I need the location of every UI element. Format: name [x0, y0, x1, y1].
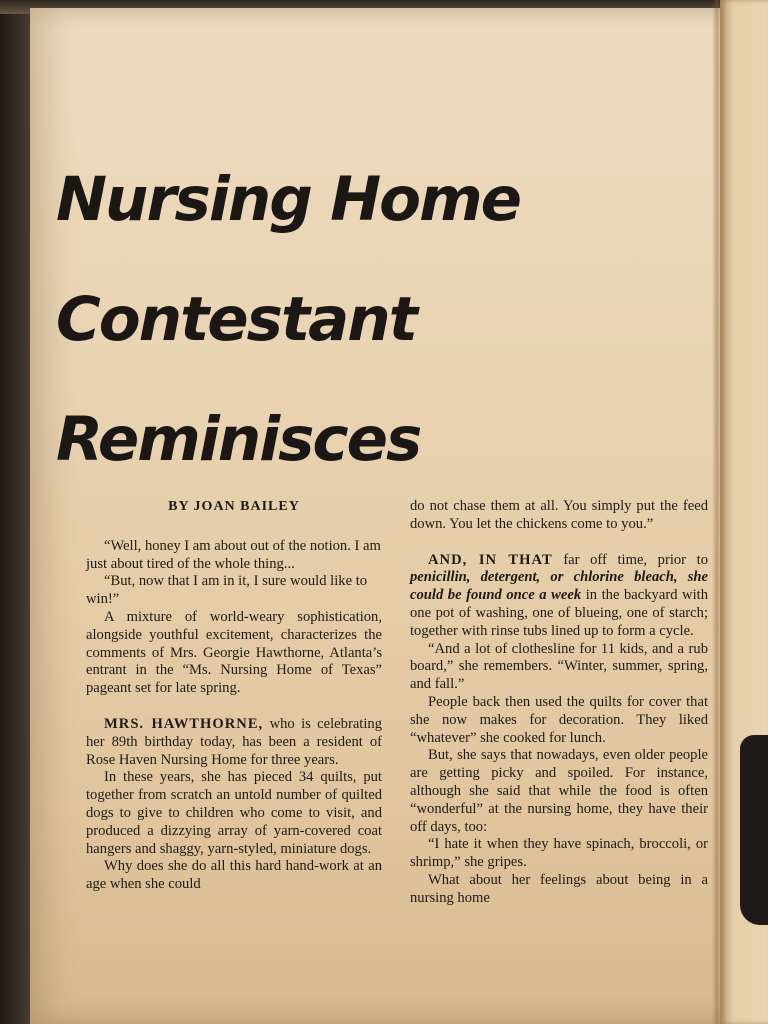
paragraph-text: who is celebrating her 89th birthday today, has been a resident of Rose Haven Nursing Home for three years.	[86, 715, 382, 768]
headline-line-3: Reminisces	[56, 404, 421, 475]
headline-line-1: Nursing Home	[56, 164, 520, 235]
paragraph-lead-caps: MRS. HAWTHORNE,	[104, 715, 264, 732]
paragraph: “And a lot of clothesline for 11 kids, and a rub board,” she remembers. “Winter, summer, spring, and fall.”	[410, 640, 708, 693]
article-column-left	[86, 498, 382, 894]
paragraph-text: in the backyard with one pot of washing, one of blueing, one of starch; together with rinse tubs lined up to form a cycle.	[410, 587, 708, 639]
paragraph: What about her feelings about being in a nursing home	[410, 871, 708, 906]
paragraph: “I hate it when they have spinach, broccoli, or shrimp,” she gripes.	[410, 836, 708, 871]
paragraph: “But, now that I am in it, I sure would like to win!”	[86, 573, 368, 608]
paragraph	[410, 552, 708, 641]
article-headline	[56, 140, 736, 500]
paragraph: People back then used the quilts for cover that she now makes for decoration. They liked “whatever” she cooked for lunch.	[410, 693, 708, 746]
paragraph-italic: penicillin, detergent, or chlorine bleach,	[410, 569, 678, 586]
headline-line-2: Contestant	[56, 284, 416, 355]
paragraph: In these years, she has pieced 34 quilts, put together from scratch an untold number of quilted dogs to give to children who come to visit, and produced a dizzying array of yarn-covered coat hangers and shaggy, yarn-styled, miniature dogs.	[86, 769, 382, 857]
paragraph-italic: she could be found once a week	[410, 569, 708, 604]
paragraph	[86, 716, 382, 769]
paragraph: do not chase them at all. You simply put the feed down. You let the chickens come to you.”	[410, 498, 708, 532]
byline: BY JOAN BAILEY	[168, 499, 300, 514]
paragraph: A mixture of world-weary sophistication, alongside youthful excitement, characterizes the comments of Mrs. Georgie Hawthorne, Atlanta’s entrant in the “Ms. Nursing Home of Texas” pageant set for late spring.	[86, 608, 382, 697]
photo-fragment	[740, 735, 768, 925]
paragraph-lead-caps: AND, IN THAT	[428, 551, 553, 568]
paragraph: Why does she do all this hard hand-work at an age when she could	[86, 858, 382, 893]
paragraph-text: far off time, prior to	[552, 551, 709, 568]
paragraph: But, she says that nowadays, even older people are getting picky and spoiled. For instance, although she said that while the food is often “wonderful” at the nursing home, they have their off days, too:	[410, 747, 708, 835]
article-column-right	[410, 498, 708, 908]
paragraph: “Well, honey I am about out of the notion. I am just about tired of the whole thing...	[86, 537, 381, 572]
